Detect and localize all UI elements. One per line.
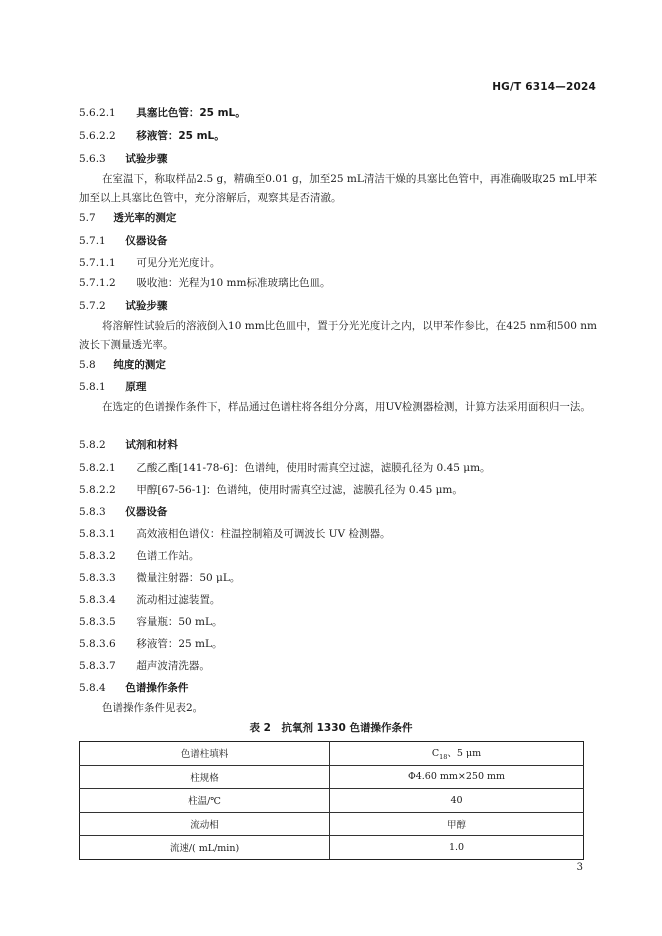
value-cell: 40 <box>330 789 584 813</box>
clause-text: 移液管：25 mL。 <box>136 130 225 142</box>
clause-5-7-1-2 <box>79 276 330 290</box>
clause-5-8 <box>79 358 166 372</box>
value-main: C <box>431 748 440 760</box>
table-row <box>80 789 584 813</box>
clause-5-8-3-2 <box>79 549 199 563</box>
clause-5-7 <box>79 211 176 225</box>
page-number: 3 <box>576 862 583 873</box>
clause-5-8-3-3 <box>79 571 240 585</box>
clause-heading: 仪器设备 <box>125 506 168 518</box>
clause-5-8-3-7 <box>79 659 210 673</box>
clause-5-8-3-5 <box>79 615 222 629</box>
clause-number: 5.7.1.1 <box>79 257 116 269</box>
clause-5-7-1-1 <box>79 256 220 270</box>
clause-5-6-2-2 <box>79 129 225 143</box>
paragraph-table-reference: 色谱操作条件见表2。 <box>102 702 204 714</box>
clause-5-7-1 <box>79 234 167 248</box>
table-row <box>80 742 584 766</box>
clause-heading: 纯度的测定 <box>113 359 166 371</box>
clause-number: 5.6.2.2 <box>79 130 116 142</box>
paragraph-solubility-procedure: 在室温下，称取样品2.5 g，精确至0.01 g，加至25 mL清洁干燥的具塞比色管中，再准确吸取25 mL甲苯加至以上具塞比色管中，充分溶解后，观察其是否清澈。 <box>79 173 597 204</box>
clause-number: 5.8.3.1 <box>79 528 116 540</box>
clause-number: 5.8.3.7 <box>79 660 116 672</box>
clause-number: 5.8.2.1 <box>79 462 116 474</box>
chromatography-conditions-table <box>79 741 584 860</box>
clause-5-8-4 <box>79 681 188 695</box>
value-subscript: 18 <box>439 753 448 762</box>
param-cell: 柱规格 <box>80 765 330 789</box>
clause-number: 5.7 <box>79 212 96 224</box>
clause-text: 甲醇[67-56-1]：色谱纯，使用时需真空过滤，滤膜孔径为 0.45 μm。 <box>136 484 463 496</box>
clause-text: 可见分光光度计。 <box>136 257 221 269</box>
clause-text: 吸收池：光程为10 mm标准玻璃比色皿。 <box>136 277 331 289</box>
clause-number: 5.8.3.2 <box>79 550 116 562</box>
paragraph-principle: 在选定的色谱操作条件下，样品通过色谱柱将各组分分离，用UV检测器检测，计算方法采用面积归一法。 <box>102 401 591 413</box>
clause-5-8-1 <box>79 380 146 394</box>
clause-number: 5.7.1.2 <box>79 277 116 289</box>
param-cell: 流动相 <box>80 812 330 836</box>
clause-text: 微量注射器：50 μL。 <box>136 572 241 584</box>
clause-heading: 原理 <box>125 381 147 393</box>
clause-text: 移液管：25 mL。 <box>136 638 223 650</box>
table-title: 表 2 抗氧剂 1330 色谱操作条件 <box>249 722 413 734</box>
clause-5-8-2 <box>79 438 178 452</box>
clause-number: 5.8.3.3 <box>79 572 116 584</box>
value-cell: 1.0 <box>330 836 584 860</box>
clause-number: 5.8.2.2 <box>79 484 116 496</box>
clause-heading: 试剂和材料 <box>125 439 178 451</box>
param-cell: 柱温/℃ <box>80 789 330 813</box>
clause-heading: 色谱操作条件 <box>125 682 189 694</box>
clause-5-8-3 <box>79 505 167 519</box>
value-cell: 甲醇 <box>330 812 584 836</box>
clause-number: 5.8.1 <box>79 381 106 393</box>
clause-text: 色谱工作站。 <box>136 550 200 562</box>
clause-number: 5.8.3 <box>79 506 106 518</box>
clause-number: 5.8.3.5 <box>79 616 116 628</box>
clause-text: 乙酸乙酯[141-78-6]：色谱纯，使用时需真空过滤，滤膜孔径为 0.45 μm。 <box>136 462 491 474</box>
param-cell: 流速/( mL/min) <box>80 836 330 860</box>
clause-text: 超声波清洗器。 <box>136 660 210 672</box>
clause-5-8-3-1 <box>79 527 390 541</box>
clause-5-6-3 <box>79 152 167 166</box>
table-row <box>80 836 584 860</box>
clause-heading: 试验步骤 <box>125 153 168 165</box>
param-cell: 色谱柱填料 <box>80 742 330 766</box>
clause-heading: 试验步骤 <box>125 300 168 312</box>
clause-text: 高效液相色谱仪：柱温控制箱及可调波长 UV 检测器。 <box>136 528 391 540</box>
clause-5-6-2-1 <box>79 106 246 120</box>
clause-number: 5.8 <box>79 359 96 371</box>
clause-5-8-3-4 <box>79 593 220 607</box>
clause-5-8-2-1 <box>79 461 491 475</box>
table-row <box>80 765 584 789</box>
standard-code: HG/T 6314—2024 <box>492 81 596 93</box>
table-row <box>80 812 584 836</box>
clause-number: 5.7.1 <box>79 235 106 247</box>
clause-text: 具塞比色管：25 mL。 <box>136 107 246 119</box>
clause-number: 5.6.3 <box>79 153 106 165</box>
clause-number: 5.7.2 <box>79 300 106 312</box>
clause-heading: 仪器设备 <box>125 235 168 247</box>
value-rest: 、5 μm <box>447 748 482 760</box>
clause-5-8-3-6 <box>79 637 222 651</box>
value-cell: Φ4.60 mm×250 mm <box>330 765 584 789</box>
clause-number: 5.6.2.1 <box>79 107 116 119</box>
clause-heading: 透光率的测定 <box>113 212 177 224</box>
value-cell <box>330 742 584 766</box>
clause-number: 5.8.3.4 <box>79 594 116 606</box>
clause-5-7-2 <box>79 299 167 313</box>
clause-text: 容量瓶：50 mL。 <box>136 616 223 628</box>
clause-number: 5.8.3.6 <box>79 638 116 650</box>
clause-number: 5.8.4 <box>79 682 106 694</box>
paragraph-transmittance-procedure: 将溶解性试验后的溶液倒入10 mm比色皿中，置于分光光度计之内，以甲苯作参比，在425 nm和500 nm波长下测量透光率。 <box>79 320 597 351</box>
clause-number: 5.8.2 <box>79 439 106 451</box>
clause-text: 流动相过滤装置。 <box>136 594 221 606</box>
clause-5-8-2-2 <box>79 483 463 497</box>
